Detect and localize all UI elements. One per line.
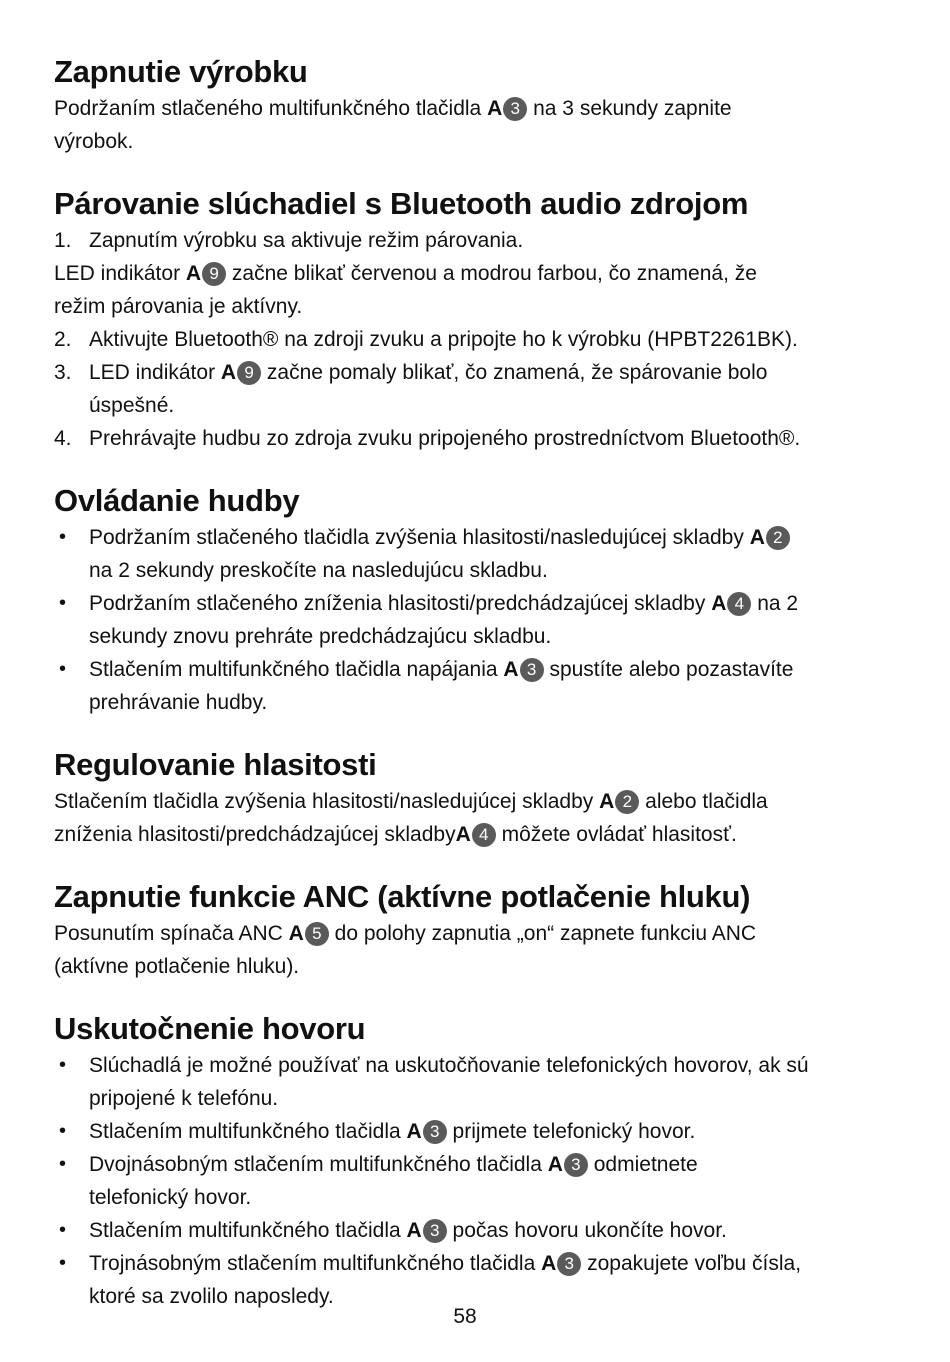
ref-letter: A [455, 823, 471, 846]
text: Stlačením tlačidla zvýšenia hlasitosti/nasledujúcej skladby [54, 790, 594, 813]
list-item [54, 1148, 884, 1214]
step-continuation [54, 257, 884, 323]
step-number: 2. [54, 328, 72, 351]
text: Slúchadlá je možné používať na uskutočňovanie telefonických hovorov, ak sú [89, 1054, 809, 1077]
text: výrobok. [54, 130, 134, 153]
text: LED indikátor [54, 262, 181, 285]
text: Aktivujte Bluetooth® na zdroji zvuku a pripojte ho k výrobku (HPBT2261BK). [89, 328, 798, 351]
step-number: 4. [54, 427, 72, 450]
section-heading: Uskutočnenie hovoru [54, 1011, 366, 1046]
ref-number-badge: 4 [472, 823, 496, 847]
list-item [54, 587, 884, 653]
text: začne blikať červenou a modrou farbou, čo znamená, že [231, 262, 757, 285]
text: Stlačením multifunkčného tlačidla [89, 1219, 401, 1242]
part-reference [503, 658, 543, 681]
ref-number-badge: 3 [503, 97, 527, 121]
text: na 2 [757, 592, 799, 615]
bullet-marker: • [59, 1153, 67, 1175]
list-item [54, 653, 884, 719]
step-number: 3. [54, 361, 72, 384]
text: ktoré sa zvolilo naposledy. [89, 1285, 334, 1308]
text: do polohy zapnutia „on“ zapnete funkciu ANC [334, 922, 757, 945]
text: Posunutím spínača ANC [54, 922, 283, 945]
section-power-on [54, 52, 884, 158]
part-reference [407, 1219, 447, 1242]
text: prijmete telefonický hovor. [452, 1120, 696, 1143]
list-item [54, 323, 884, 356]
list-item [54, 356, 884, 422]
ref-number-badge: 4 [727, 592, 751, 616]
text: režim párovania je aktívny. [54, 295, 303, 318]
section-paragraph [54, 785, 884, 851]
ref-number-badge: 2 [766, 526, 790, 550]
ref-letter: A [406, 1219, 422, 1242]
section-calls [54, 1009, 884, 1313]
part-reference [221, 361, 261, 384]
part-reference [456, 823, 496, 846]
part-reference [711, 592, 751, 615]
list-item [54, 1049, 884, 1115]
section-heading: Regulovanie hlasitosti [54, 747, 377, 782]
text: spustíte alebo pozastavíte [549, 658, 794, 681]
part-reference [407, 1120, 447, 1143]
section-paragraph [54, 917, 884, 983]
text: zopakujete voľbu čísla, [587, 1252, 802, 1275]
text: zníženia hlasitosti/predchádzajúcej skladby [54, 823, 456, 846]
text: Stlačením multifunkčného tlačidla [89, 1120, 401, 1143]
step-number: 1. [54, 229, 72, 252]
part-reference [289, 922, 329, 945]
text: Dvojnásobným stlačením multifunkčného tlačidla [89, 1153, 542, 1176]
text: Zapnutím výrobku sa aktivuje režim párovania. [89, 229, 524, 252]
list-item [54, 1247, 884, 1313]
section-heading: Zapnutie výrobku [54, 54, 308, 89]
ref-number-badge: 3 [564, 1153, 588, 1177]
text: Stlačením multifunkčného tlačidla napájania [89, 658, 498, 681]
ref-letter: A [288, 922, 304, 945]
ref-number-badge: 3 [423, 1219, 447, 1243]
ref-number-badge: 5 [305, 922, 329, 946]
ref-number-badge: 3 [520, 658, 544, 682]
text: Podržaním stlačeného zníženia hlasitosti/predchádzajúcej skladby [89, 592, 706, 615]
page-content [54, 52, 884, 1339]
text: pripojené k telefónu. [89, 1087, 279, 1110]
list-item [54, 224, 884, 257]
ref-letter: A [711, 592, 727, 615]
ref-letter: A [547, 1153, 563, 1176]
ref-number-badge: 9 [202, 262, 226, 286]
text: začne pomaly blikať, čo znamená, že spárovanie bolo [266, 361, 768, 384]
section-volume [54, 745, 884, 851]
part-reference [548, 1153, 588, 1176]
bullet-list [54, 521, 884, 719]
list-item [54, 521, 884, 587]
section-paragraph [54, 92, 884, 158]
steps-list [54, 323, 884, 455]
section-heading: Ovládanie hudby [54, 483, 300, 518]
text: počas hovoru ukončíte hovor. [452, 1219, 727, 1242]
ref-letter: A [406, 1120, 422, 1143]
ref-letter: A [185, 262, 202, 285]
section-pairing [54, 184, 884, 455]
bullet-marker: • [59, 526, 67, 548]
ref-letter: A [541, 1252, 557, 1275]
part-reference [487, 97, 527, 120]
section-anc [54, 877, 884, 983]
text: LED indikátor [89, 361, 216, 384]
ref-number-badge: 9 [237, 361, 261, 385]
text: Podržaním stlačeného multifunkčného tlačidla [54, 97, 482, 120]
text: úspešné. [89, 394, 175, 417]
text: telefonický hovor. [89, 1186, 252, 1209]
list-item [54, 422, 884, 455]
bullet-marker: • [59, 1120, 67, 1142]
ref-number-badge: 3 [557, 1252, 581, 1276]
text: na 3 sekundy zapnite [533, 97, 732, 120]
text: Trojnásobným stlačením multifunkčného tlačidla [89, 1252, 536, 1275]
text: odmietnete [593, 1153, 698, 1176]
text: alebo tlačidla [645, 790, 768, 813]
section-heading: Zapnutie funkcie ANC (aktívne potlačenie hluku) [54, 879, 751, 914]
part-reference [750, 526, 790, 549]
bullet-marker: • [59, 658, 67, 680]
part-reference [541, 1252, 581, 1275]
ref-letter: A [487, 97, 503, 120]
bullet-marker: • [59, 1252, 67, 1274]
text: Prehrávajte hudbu zo zdroja zvuku pripojeného prostredníctvom Bluetooth®. [89, 427, 801, 450]
ref-number-badge: 3 [423, 1120, 447, 1144]
page-number: 58 [453, 1305, 477, 1328]
list-item [54, 1115, 884, 1148]
ref-letter: A [220, 361, 237, 384]
ref-number-badge: 2 [615, 790, 639, 814]
text: sekundy znovu prehráte predchádzajúcu skladbu. [89, 625, 552, 648]
text: prehrávanie hudby. [89, 691, 268, 714]
bullet-marker: • [59, 1054, 67, 1076]
text: môžete ovládať hlasitosť. [501, 823, 737, 846]
text: na 2 sekundy preskočíte na nasledujúcu skladbu. [89, 559, 548, 582]
text: (aktívne potlačenie hluku). [54, 955, 300, 978]
section-music-control [54, 481, 884, 719]
ref-letter: A [749, 526, 765, 549]
bullet-marker: • [59, 1219, 67, 1241]
list-item [54, 1214, 884, 1247]
ref-letter: A [599, 790, 615, 813]
section-heading: Párovanie slúchadiel s Bluetooth audio zdrojom [54, 186, 749, 221]
bullet-marker: • [59, 592, 67, 614]
steps-list [54, 224, 884, 257]
part-reference [186, 262, 226, 285]
text: Podržaním stlačeného tlačidla zvýšenia hlasitosti/nasledujúcej skladby [89, 526, 744, 549]
part-reference [599, 790, 639, 813]
ref-letter: A [503, 658, 519, 681]
bullet-list [54, 1049, 884, 1313]
